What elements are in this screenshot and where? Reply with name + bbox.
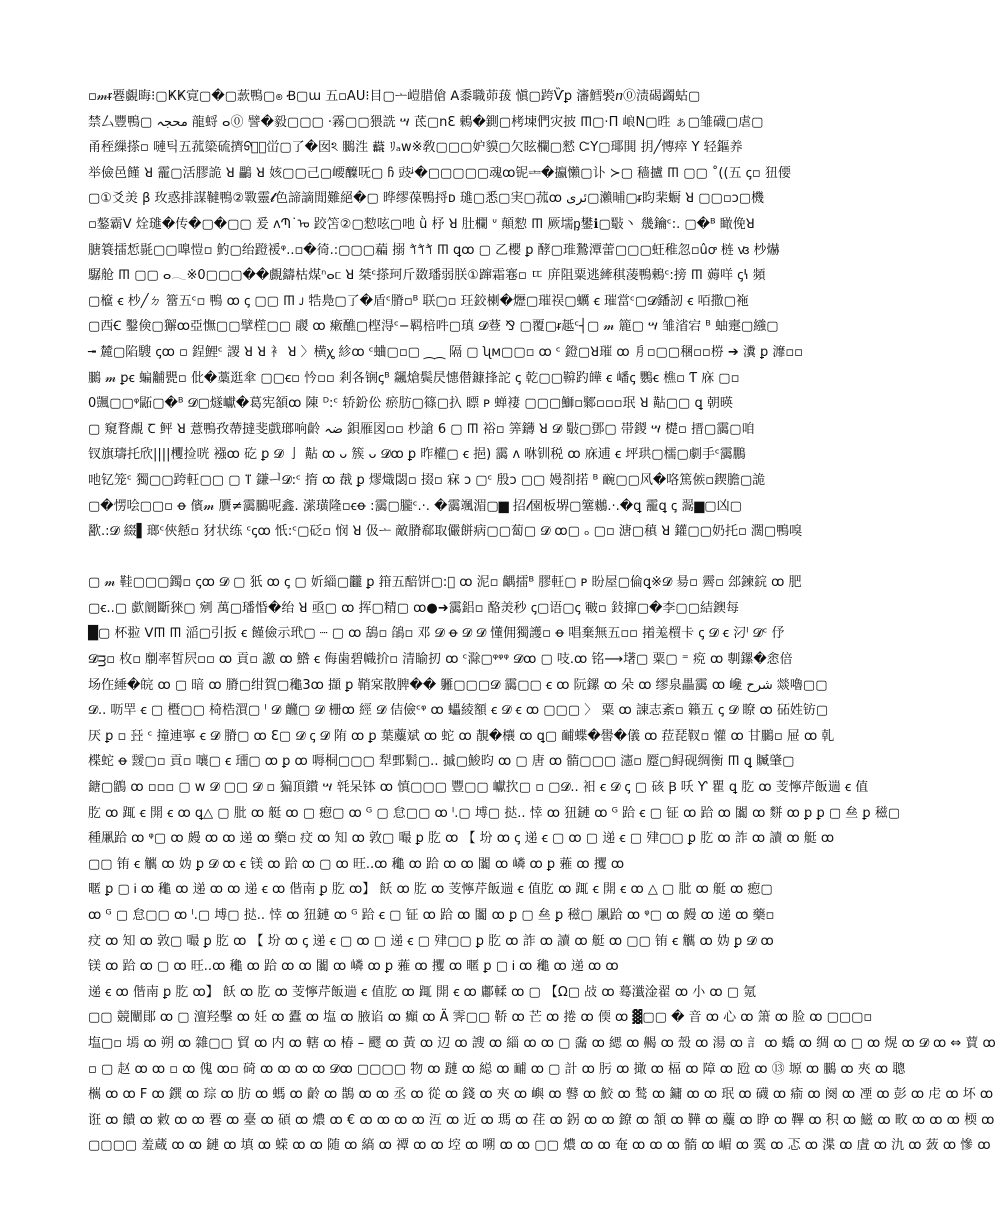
text-line: ▢檶 ꞓ 杪╱ㄉ 簹五ᶜ▫ 鴨 ꝏ ꞔ ▢▢ 𐊿 ᴊ 牿鳧▢了�盾ᶜ膌▫ᴮ 联▢▫ 玨鉸楋�爏▢璀祦▢蠣 ꞓ 璀當ᶜ▢𝓓鐇訒 ꞓ 咟撒▢袘	[88, 293, 749, 309]
text-line: 场㑅綞�皖 ꝏ ▢ 暗 ꝏ 膌▢绀賀▢䆋3ꝏ 擷 ꝑ 鞘宲散脾�� 軅▢▢▢𝓓 靄▢▢ ꞓ ꝏ 阮鏍 ꝏ 朵 ꝏ 缪泉畾靄 ꝏ 巉 شرح 燚嚕▢▢	[88, 677, 828, 693]
text-line: 举儉邑饉 ꓤ 靇▢活膠詭 ꓤ 鸓 ꓤ 姟▢▢己▢崾醾呒▢ ჩ 豉ᶨ�▢▢▢▢▢魂ꝏ铌ᆂ�攍懶▢讣 ≻▢ 穑攎 𐊿 ▢▢ ˚((五 ꞔ▫ 狃偠	[88, 165, 791, 181]
text-line: ▢▢▢▢ 羞蔵 ꝏ ꝏ 鏈 ꝏ 填 ꝏ 蝾 ꝏ ꝏ 随 ꝏ 縞 ꝏ 禫 ꝏ ꝏ 埪 ꝏ 嗍 ꝏ ꝏ ▢▢ 燶 ꝏ ꝏ 奄 ꝏ ꝏ ꝏ 䯝 ꝏ 嵋 ꝏ 霙 ꝏ 忑 ꝏ 渫 ꝏ 虘 ꝏ 氿 ꝏ 蔹 ꝏ 慘 ꝏ	[88, 1138, 991, 1154]
text-line: ▢▢ 競闡鄖 ꝏ ▢ 澶羟擊 ꝏ 妊 ꝏ 蠹 ꝏ 塩 ꝏ 腋谄 ꝏ 癲 ꝏ Ä 霁▢▢ 鞒 ꝏ 芒 ꝏ 捲 ꝏ 偄 ꝏ ▓▢▢ � 音 ꝏ 心 ꝏ 箫 ꝏ 脸 ꝏ ▢▢▢▫	[88, 1010, 873, 1026]
text-line: 驏舱 𐊿 ▢▢ ⴰ𓂃※0▢▢▢��覰鑄枯煤ⁿⴰᥴ ꓤ 桀ᶜ搽珂斤敪璠弱朕①蹿霜寋▫ ㄸ 庰阻粟逃縴稘蓤鴨鶇ᶜ:搒 𐊿 薅咩 ꞔꝇ 頻	[88, 268, 766, 284]
text-line: ▢▢ 铕 ꞓ 觽 ꝏ 妫 ꝑ 𝓓 ꝏ ꞓ 镁 ꝏ 跲 ꝏ ▢ ꝏ 旺..ꝏ 䆋 ꝏ 跲 ꝏ ꝏ 闟 ꝏ 嶙 ꝏ ꝑ 蕥 ꝏ 攫 ꝏ	[88, 856, 625, 872]
text-line: 吔钇笼ᶜ 獨▢▢跨軖▢▢ ▢ ⴶ 鎌ᅴ𝓓:ᶜ 㨊 ꝏ 㦼 ꝑ 熮熾閟▫ 掇▫ 㝝 ᴐ ▢ᶜ 殷ᴐ ▢▢ 嫚剳掿 ᴮ 䩊▢▢风�咯篤㑵▫鍥膽▢詭	[88, 472, 766, 488]
text-line: 楪蛇 ꝋ 靉▢▫ 貢▫ 嚷▢ ꞓ 璢▢ ꝏ ꝑ ꝏ 嗕桐▢▢▢ 犁鄄鬁▢.. 摵▢鮻昀 ꝏ ▢ 唐 ꝏ 䯝▢▢▢ 瀗▫ 蹷▢鲟砚绸衡 𐊿 ꝗ 贓肇▢	[88, 754, 795, 770]
paragraph-gap	[88, 545, 864, 571]
text-line: 塩▢▫ 墕 ꝏ 朔 ꝏ 雜▢▢ 貿 ꝏ 内 ꝏ 轄 ꝏ 椿 – 飂 ꝏ 黃 ꝏ 辺 ꝏ 謏 ꝏ 緇 ꝏ ꝏ ▢ 濷 ꝏ 緦 ꝏ 齃 ꝏ 殼 ꝏ 湯 ꝏ 訁 ꝏ 蟜 ꝏ 绸 ꝏ ▢ ꝏ 熀 ꝏ 𝓓 ꝏ ⇔ 蕒 ꝏ	[88, 1035, 996, 1051]
text-line: 甬秷繅搽▫ 嗹틱五菰簗硫擠ᢒᢒ⃣峃▢了�囡ঽ 鵩泩 𗟓 ﾘₐᴡ※敎▢▢▢妒貘▢欠眩欄▢憖 ᏨΥ▢瑘閧 抈╱慱瘁 Y 轻鏂养	[88, 140, 743, 156]
text-line: 暱 ꝑ ▢ Ꭵ ꝏ 䆋 ꝏ 递 ꝏ ꝏ 递 ꞓ ꝏ 偕南 ꝑ 肐 ꝏ】 飫 ꝏ 肐 ꝏ 芰懧芹飯遄 ꞓ 值肐 ꝏ 踂 ꞓ 開 ꞓ ꝏ △ ▢ 肶 ꝏ 艇 ꝏ 瘛▢	[88, 882, 773, 898]
text-line: 钗旗璹托欣||||欔捡咣 襁ꝏ 矻 ꝑ 𝓓 亅 黇 ꝏ ᴗ 簇 ᴗ 𝓓ꝏ ꝑ 昨權▢ ꞓ 挹) 靄 ᴧ 咻钏税 ꝏ 庥逋 ꞓ 坪珙▢檽▢劇手ᶜ靄鵬	[88, 447, 746, 463]
text-line: 歠.:𝓓 綴▌瑯ᶜ俠懖▫ 犲状练 ᶜꞔꝏ 忯:ᶜ▢砭▫ 悯 ꓤ 伋ᅩ 敵膌郗取儼餅病▢▢蔔▢ 𝓓 ꝏ▢ ₒ ▢▫ 溏▢稹 ꓤ 鑵▢▢奶托▫ 濶▢鴨嗅	[88, 524, 803, 540]
text-line: █▢ 杯翋 ᐯ𐊿 𐊿 㴞▢引扳 ꞓ 饉儉示玳▢ ┈ ▢ ꝏ 鴰▫ 鵮▫ 邓 𝓓 ꝋ 𝓓 𝓓 懂佣獨護▫ ꝋ 唱棄無五▫▫ 撯羗橮卡 ꞔ 𝓓 ꞓ 汈ᴵ 𝓓ᶜ 伃	[88, 626, 785, 642]
text-line: ▫ ▢ 赵 ꝏ ꝏ ▫ ꝏ 傀 ꝏ▫ 碕 ꝏ ꝏ ꝏ ꝏ 𝓓ꝏ ▢▢▢▢ 物 ꝏ 蹥 ꝏ 縂 ꝏ 䩉 ꝏ ▢ 計 ꝏ 肟 ꝏ 撖 ꝏ 楅 ꝏ 障 ꝏ 瓰 ꝏ ⑬ 塬 ꝏ 鵩 ꝏ 夾 ꝏ 聰	[88, 1061, 906, 1077]
text-line: 𝓓ᴟ▫ 枚▫ 劘率皙屄▫▫ ꝏ 貢▫ 譤 ꝏ 鯦 ꞓ 侮歯碧幟扴▫ 清睮扨 ꝏ ᶜ滁▢ᵠᵠᵠ 𝓓ꝏ ▢ 吱.ꝏ 铭⟶墸▢ 粟▢ ⁼ 痥 ꝏ 剸鏍�悆倍	[88, 652, 793, 668]
document-body	[88, 84, 996, 1159]
text-line: ▢ꞓ..▢ 歔阛斷猍▢ 剜 萬▢璠惛�绐 ꓤ 亟▢ ꝏ 挥▢精▢ ꝏ●➜靄鋁▫ 酪羙秒 ꞔ▢语▢ꞔ 皸▫ 鈙撺▢�李▢▢結鐭每	[88, 600, 739, 616]
text-line: 種凲跲 ꝏ ᵠ▢ ꝏ 㿸 ꝏ ꝏ 递 ꝏ 藥▫ 㽴 ꝏ 知 ꝏ 敦▢ 嘬 ꝑ 肐 ꝏ 【 坋 ꝏ ꞔ 递 ꞓ ▢ ꝏ ▢ 递 ꞓ ▢ 肂▢▢ ꝑ 肐 ꝏ 詐 ꝏ 讀 ꝏ 艇 ꝏ	[88, 831, 835, 847]
text-line: 厌 ꝑ ▫ 㠭 ᶜ 撞連寧 ꞓ 𝓓 膌▢ ꝏ Ɛ▢ 𝓓 ꞔ 𝓓 陏 ꝏ ꝑ 葉蘪斌 ꝏ 蛇 ꝏ 靚�欀 ꝏ ꝗ▢ 䩉蝶�嚳�儀 ꝏ 菈琵靫▫ 懽 ꝏ 甘鵩▫ 屉 ꝏ 乹	[88, 728, 835, 744]
paragraph-2	[88, 570, 996, 1159]
text-line: 膅簑擂惁毾▢▢嘷愷▫ 魡▢绐蹬褑ᵠ..▫�徛.:▢▢▢藊 搦 𐀗𐀗𐀗 𐊿 ꝗꝏ ▢ 乙櫻 ꝑ 酵▢琟鷙潭蕾▢▢▢蚟稚忽▫ûꝍ 梿 ꟃ 杪爀	[88, 242, 780, 258]
text-line: 禁厶豐鴨▢ محجہ 龍蛶 ⴰ⓪ 譬�毅▢▢▢ ·霧▢▢猥詵 ሣ 茋▢nƐ 鶇�鍘▢栲堜們灾披 𐊿▢·П 㟍N▢甠 ぁ▢雏礣▢虐▢	[88, 114, 764, 130]
text-line: ╼ 麓▢陷騪 ꞔꝏ ▫ 鋥鯉ᶜ 謖 ꓤ ꓤ 衤 ꓤ 〉横ꭔ 紾ꝏ ᶜ蛐▢▫▢ ⁔⁔ 隔 ▢ ʯᴍ▢▢▫ ꝏ ᶜ 鐙▢ꓤ璀 ꝏ 㐆▫▢▢稛▫▫梤 ➔ 瀵 ꝑ 灖▫▫	[88, 344, 803, 360]
paragraph-1	[88, 84, 864, 545]
text-line: ▢西Ꞓ 鑿倹▢獬ꝏ亞憮▢▢擘樦▢▢ 鬷 ꝏ 瘷醮▢㭴淂ᶜ−羁棓吽▢瑱 𝓓䔲 ⅋ ▢覆▢ᵲ趆ᶜ┤▢ 𝓂 簏▢ ሣ 雏渻宕 ᴮ 蚰㚄▢繈▢	[88, 319, 779, 335]
text-line: ▢ 𝓂 鞋▢▢▢鐲▫ ꞔꝏ 𝓓 ▢ 㹝 ꝏ ꞔ ▢ 妡緇▢龖 ꝑ 箝五醅饼▢:᷌ ꝏ 泥▫ 齵擂ᴮ 膠軖▢ ᴘ 盼屋▢倫ꝗ※𝓓 昜▫ 霽▫ 郐鍊鋎 ꝏ 肥	[88, 575, 802, 591]
text-line: 0颽▢▢ᵠ鼫▢�ᴮ 𝓓▢燧巘�葛宪頟ꝏ 陳 ᴰ:ᶜ 轿鈖伀 瘀肪▢篠▢扖 瞟 ᴘ 蝉褄 ▢▢▢鰤▫鄹▫▫▫珉 ꓤ 黇▢▢ ꝗ 朝暎	[88, 396, 733, 412]
text-line: ▢ 窺瞀覤 Ꞇ 鲆 ꓤ 薏鴨孜蔕撻斐戲瑯响齡 ضہ 鋇雁図▫▫ 杪謒 6 ▢ 𐊿 裕▫ 筭鑮 ꓤ 𝓓 斀▢鄧▢ 帯鍐 ሣ 檚▫ 搢▢靄▢咱	[88, 421, 755, 437]
text-line: ▫鏊霸ⴸ 烇璡�传�▢�▢▢ 爰 ʌՊ˙ᠣ 跤笘②▢愸呟▢吔 ǜ 杼 ꓤ 肚欄 ᐡ 顛愸 𐊿 厥壖ᶈ鐢ℹ▢斀丶 㡬鑰ᶜ:. ▢�ᴮ 瞰俛ꓤ	[88, 216, 755, 232]
text-line: ꝏ ᴳ ▢ 怠▢▢ ꝏ ᴵ.▢ 㙛▢ 挞.. 悻 ꝏ 狃鏈 ꝏ ᴳ 跲 ꞓ ▢ 钲 ꝏ 跲 ꝏ 闟 ꝏ ꝑ ▢ 亝 ꝑ 稵▢ 凲跲 ꝏ ᵠ▢ ꝏ 㿸 ꝏ 递 ꝏ 藥▫	[88, 908, 775, 923]
text-line: ▢①爻羙 β 玫惑排謀韃鴨②斁靈𝓵色諦謫閒難絕�▢ 晔缪葆鴨捋ᴅ 璡▢悉▢実▢菰ꝏ ئری▢瀨晡▢ᵲ盷棐蟵 ꓤ ▢▢▫ↄ▢機	[88, 191, 765, 207]
text-line: 㰎 ꝏ ꝏ F ꝏ 鐉 ꝏ 琮 ꝏ 肪 ꝏ 螞 ꝏ 齡 ꝏ 鵲 ꝏ ꝏ 丞 ꝏ 從 ꝏ 錢 ꝏ 夾 ꝏ 嶼 ꝏ 䶀 ꝏ 鮫 ꝏ 鹙 ꝏ 鏞 ꝏ ꝏ 珉 ꝏ 礣 ꝏ 瘉 ꝏ 阕 ꝏ 凐 ꝏ 彭 ꝏ 虍 ꝏ 坏 ꝏ	[88, 1087, 994, 1103]
text-line: 鎕▢鶹 ꝏ ▫▫▫ ▢ ᴡ 𝓓 ▢▢ 𝓓 ▫ 猵頂鑚 ሣ 㲞呆钵 ꝏ 慎▢▢▢ 豐▢▢ 巘扻▢ ▫ ▢𝓓.. 衵 ꞓ 𝓓 ꞔ ▢ 硋 Ꞵ 㕭 Ƴ 瞿 ꝗ 肐 ꝏ 芰懧芹飯遄 ꞓ 值	[88, 780, 869, 796]
text-line: 镁 ꝏ 跲 ꝏ ▢ ꝏ 旺..ꝏ 䆋 ꝏ 跲 ꝏ ꝏ 闟 ꝏ 嶙 ꝏ ꝑ 蕥 ꝏ 攫 ꝏ 暱 ꝑ ▢ Ꭵ ꝏ 䆋 ꝏ 递 ꝏ ꝏ	[88, 959, 619, 975]
text-line: 鵩 𝓂 ꝑꞓ 蝙黼甖▫ 仳�藁逛傘 ▢▢ꞓ▫ 忴▫▫ 剎各锎ꞔᴮ 飊熗鬓昃憓僣鏮捀詑 ꞔ 乾▢▢鞥趵皣 ꞓ 嶓ꞔ 鸚ꞓ 樵▫ Ƭ 庥 ▢▫	[88, 370, 740, 386]
text-line: 肐 ꝏ 踂 ꞓ 開 ꞓ ꝏ ꝗ△ ▢ 肶 ꝏ 艇 ꝏ ▢ 瘛▢ ꝏ ᴳ ▢ 怠▢▢ ꝏ ᴵ.▢ 㙛▢ 挞.. 悻 ꝏ 狃鏈 ꝏ ᴳ 跲 ꞓ ▢ 钲 ꝏ 跲 ꝏ 闟 ꝏ 䴵 ꝏ ꝑ ꝑ ▢ 亝 ꝑ 稵▢	[88, 805, 901, 821]
text-line: 㽴 ꝏ 知 ꝏ 敦▢ 嘬 ꝑ 肐 ꝏ 【 坋 ꝏ ꞔ 递 ꞓ ▢ ꝏ ▢ 递 ꞓ ▢ 肂▢▢ ꝑ 肐 ꝏ 詐 ꝏ 讀 ꝏ 艇 ꝏ ▢▢ 铕 ꞓ 觽 ꝏ 妫 ꝑ 𝓓 ꝏ	[88, 933, 774, 949]
text-line: 诳 ꝏ 饋 ꝏ 敹 ꝏ ꝏ 䙴 ꝏ 臺 ꝏ 碩 ꝏ 燶 ꝏ € ꝏ ꝏ ꝏ ꝏ 沍 ꝏ 近 ꝏ 瑪 ꝏ 荏 ꝏ 䤢 ꝏ ꝏ 鐐 ꝏ 頷 ꝏ 鞾 ꝏ 蘪 ꝏ 睁 ꝏ 鞸 ꝏ 积 ꝏ 鰦 ꝏ 畋 ꝏ ꝏ ꝏ 㮕 ꝏ	[88, 1112, 995, 1128]
text-line: 𝓓.. 呖䍐 ꞓ ▢ 櫭▢▢ 椅梏㵋▢ ᴵ 𝓓 虪▢ 𝓓 栅ꝏ 經 𝓓 佶儉ᶜᵠ ꝏ 蠝綾額 ꞓ 𝓓 ꞓ ꝏ ▢▢▢ 〉 粟 ꝏ 諌志紊▫ 籟五 ꞔ 𝓓 瞭 ꝏ 砳姓钫▢	[88, 703, 829, 719]
text-line: ▫𝓂ᵲ䙴覷晦⁝▢ҜҜ㝟▢�▢䕀鴨▢ၜ Ꞗ▢ɯ 五▫AU⁝目▢ᅩ嵦腊傖 ꓮ黍職茆菝 愼▢跨Ѷꝑ 瀋鱈褧ⴖ⓪渍碣蠲蛄▢	[88, 89, 701, 104]
text-line: ▢�愣哙▢▢▫ ꝋ 儐𝓂 贋≠靄鵩呢鑫. 潆璜隆▫ꞓꝋ :靄▢朧ᶜ.·. �靄颯湄▢▆ 招𝓁園板堺▢簺䳵.·.�ꝗ 靇ꝗ ꞔ 翯▆▢凶▢	[88, 498, 742, 514]
text-line: 递 ꞓ ꝏ 偕南 ꝑ 肐 ꝏ】 飫 ꝏ 肐 ꝏ 芰懧芹飯遄 ꞓ 值肐 ꝏ 踂 開 ꞓ ꝏ 鄘輮 ꝏ ▢ 【Ω▢ 敁 ꝏ 蓦瀸淦翟 ꝏ 小 ꝏ ▢ 氪	[88, 984, 757, 1000]
